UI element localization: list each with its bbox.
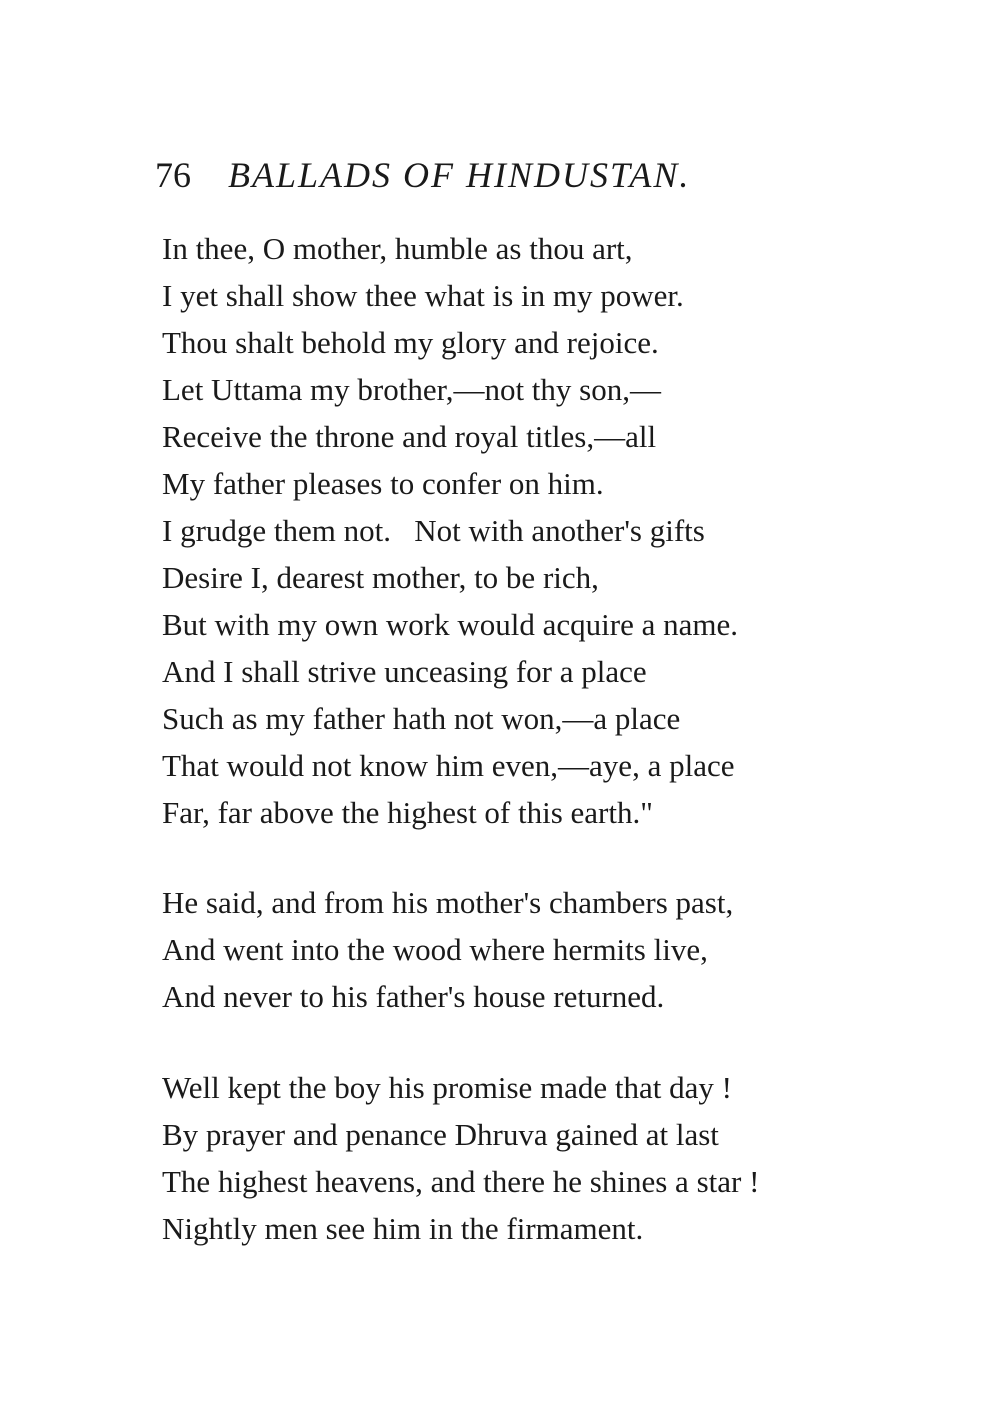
verse-line: Desire I, dearest mother, to be rich, bbox=[162, 560, 599, 595]
stanza-2 bbox=[162, 879, 733, 1020]
verse-line: I grudge them not. Not with another's gifts bbox=[162, 513, 705, 548]
verse-line: Receive the throne and royal titles,—all bbox=[162, 419, 657, 454]
verse-line: In thee, O mother, humble as thou art, bbox=[162, 231, 633, 266]
verse-line: Thou shalt behold my glory and rejoice. bbox=[162, 325, 659, 360]
verse-line: Far, far above the highest of this earth." bbox=[162, 795, 653, 830]
verse-line: My father pleases to confer on him. bbox=[162, 466, 604, 501]
verse-line: He said, and from his mother's chambers past, bbox=[162, 885, 734, 920]
verse-line: The highest heavens, and there he shines a star ! bbox=[162, 1164, 760, 1199]
verse-line: Nightly men see him in the firmament. bbox=[162, 1211, 644, 1246]
verse-line: I yet shall show thee what is in my power. bbox=[162, 278, 684, 313]
page-number: 76 bbox=[155, 155, 191, 195]
running-head bbox=[155, 150, 690, 200]
verse-line: And went into the wood where hermits live, bbox=[162, 932, 708, 967]
verse-line: And never to his father's house returned. bbox=[162, 979, 665, 1014]
verse-line: Well kept the boy his promise made that day ! bbox=[162, 1070, 733, 1105]
stanza-3 bbox=[162, 1064, 759, 1252]
book-title: BALLADS OF HINDUSTAN. bbox=[228, 155, 691, 195]
stanza-1 bbox=[162, 225, 738, 836]
verse-line: And I shall strive unceasing for a place bbox=[162, 654, 647, 689]
verse-line: That would not know him even,—aye, a place bbox=[162, 748, 735, 783]
verse-line: But with my own work would acquire a name. bbox=[162, 607, 738, 642]
verse-line: By prayer and penance Dhruva gained at last bbox=[162, 1117, 719, 1152]
verse-line: Let Uttama my brother,—not thy son,— bbox=[162, 372, 661, 407]
verse-line: Such as my father hath not won,—a place bbox=[162, 701, 681, 736]
